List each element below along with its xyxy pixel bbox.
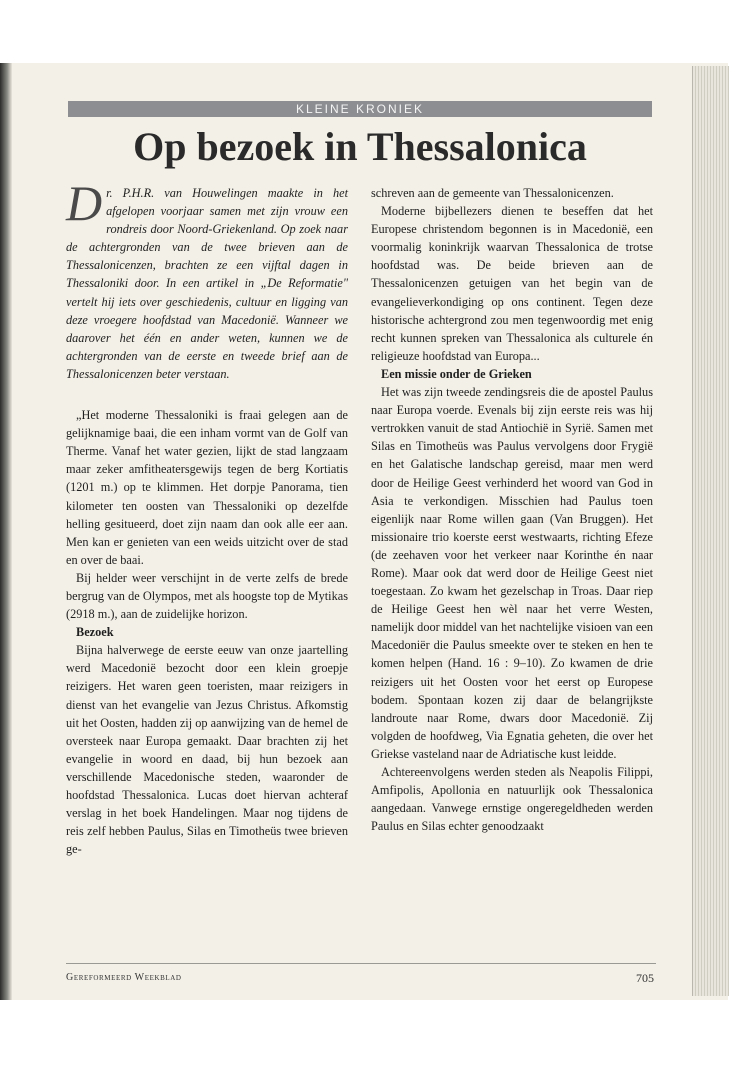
page-stack-edge (692, 66, 729, 996)
body-paragraph: schreven aan de gemeente van Thessalonicenzen. (371, 186, 614, 200)
section-heading-missie: Een missie onder de Grieken (381, 366, 532, 381)
drop-cap: D (66, 175, 103, 231)
article-column-right (371, 184, 653, 835)
body-paragraph: „Het moderne Thessaloniki is fraai gelegen aan de gelijknamige baai, die een inham vormt van de Golf van Therme. Vanaf het water gezien, lijkt de stad langzaam maar zeker amfitheatersgewijs tegen de berg Kortiatis (1201 m.) op te klimmen. Het dorpje Panorama, tien kilometer ten oosten van Thessaloniki op dezelfde helling gesitueerd, doet zijn naam dan ook alle eer aan. Men kan er genieten van een weids uitzicht over de stad en over de baai. (66, 408, 348, 567)
page-binding-shadow (0, 63, 12, 1000)
page-number: 705 (636, 971, 654, 985)
section-heading-bezoek: Bezoek (76, 625, 114, 640)
article-column-left (66, 175, 348, 858)
section-banner: KLEINE KRONIEK (68, 101, 652, 117)
body-paragraph: Bij helder weer verschijnt in de verte zelfs de brede bergrug van de Olympos, met als hoogste top de Mytikas (2918 m.), aan de zuidelijke horizon. (66, 570, 348, 622)
body-paragraph: Achtereenvolgens werden steden als Neapolis Filippi, Amfipolis, Apollonia en natuurlijk ook Thessalonica aangedaan. Vanwege ernstige ongeregeldheden werden Paulus en Silas echter genoodzaakt (371, 765, 653, 834)
publication-name: Gereformeerd Weekblad (66, 972, 182, 983)
body-paragraph: Het was zijn tweede zendingsreis die de apostel Paulus naar Europa voerde. Evenals bij zijn eerste reis was hij vertrokken vanuit de stad Antiochië in Syrië. Samen met Silas en Timotheüs was Paulus vervolgens door Frygië en het Galatische landschap gereisd, maar men werd door de Heilige Geest verhinderd het woord van God in Asia te verkondigen. Misschien had Paulus toen eigenlijk naar Rome willen gaan (Van Bruggen). Het missionaire trio koerste eerst westwaarts, richting Efeze (de zeehaven voor het verkeer naar Korinthe én naar Rome). Maar ook dat werd door de Heilige Geest niet toegestaan. Zo kwam het gezelschap in Troas. Daar riep de Heilige Geest hen wèl naar het verre Westen, namelijk door middel van het nachtelijke visioen van een Macedoniër die Paulus smeekte over te steken en hen te komen helpen (Hand. 16 : 9–10). Zo kwamen de drie reizigers uit het Oosten voor het eerst op Europese bodem. Spontaan kozen zij daar de belangrijkste landroute naar Rome, dwars door Macedonië. Zij volgden de hoofdweg, Via Egnatia geheten, die over het Griekse vasteland naar de Adriatische kust leidde. (371, 385, 653, 761)
intro-text: r. P.H.R. van Houwelingen maakte in het afgelopen voorjaar samen met zijn vrouw een rondreis door Noord-Griekenland. Op zoek naar de achtergronden van de twee brieven aan de Thessalonicenzen, brachten ze een vijftal dagen in Thessaloniki door. In een artikel in „De Reformatie" vertelt hij iets over geschiedenis, cultuur en ligging van deze vroegere hoofdstad van Macedonië. Wanneer we daarover het één en ander weten, kunnen we de achtergronden van de eerste en tweede brief aan de Thessalonicenzen beter verstaan. (66, 186, 348, 381)
body-paragraph: Moderne bijbellezers dienen te beseffen dat het Europese christendom begonnen is in Macedonië, een voormalig koninkrijk waarvan Thessalonica de trotse hoofdstad was. De beide brieven aan de Thessalonicenzen getuigen van het begin van de evangelieverkondiging op ons continent. Tegen deze historische achtergrond zou men tegenwoordig met enig recht kunnen spreken van Thessalonica als culturele én religieuze hoofdstad van Europa... (371, 204, 653, 363)
footer-divider (66, 963, 656, 964)
body-paragraph: Bijna halverwege de eerste eeuw van onze jaartelling werd Macedonië bezocht door een klein groepje reizigers. Het waren geen toeristen, maar reizigers in dienst van het evangelie van Jezus Christus. Afkomstig uit het Oosten, hadden zij op aanwijzing van de hemel de oversteek naar Europa gemaakt. Daar brachten zij het evangelie in woord en daad, bij hun bezoek aan verschillende Macedonische steden, waaronder de hoofdstad Thessalonica. Lucas doet hiervan achteraf verslag in het boek Handelingen. Maar nog tijdens de reis zelf hebben Paulus, Silas en Timotheüs twee brieven ge- (66, 643, 348, 857)
article-intro (66, 175, 348, 383)
article-title: Op bezoek in Thessalonica (133, 124, 587, 169)
